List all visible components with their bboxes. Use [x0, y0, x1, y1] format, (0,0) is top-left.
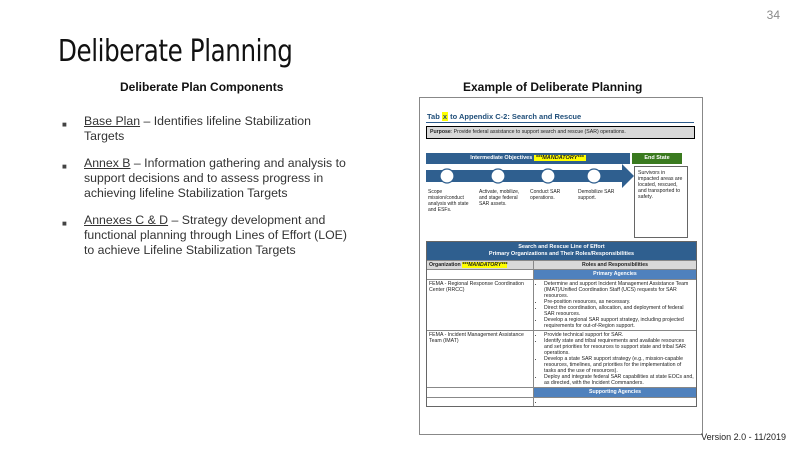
objective-step: Conduct SAR operations.	[530, 189, 561, 201]
purpose-box	[426, 126, 695, 139]
role-item	[544, 399, 694, 405]
table-subtitle-line: Primary Organizations and Their Roles/Responsibilities	[488, 251, 635, 257]
bullet-annex-b	[62, 156, 352, 201]
role-item: • Identify state and tribal requirements and available resources and set priorities for resources to support state and tribal SAR operations.	[544, 338, 694, 356]
bullet-text: – Identifies lifeline Stabilization Targets	[84, 114, 311, 143]
end-state-header: End State	[632, 153, 682, 164]
title-highlight: x	[442, 112, 448, 121]
organization-cell: FEMA - Regional Response Coordination Center (RRCC)	[427, 280, 534, 330]
blank-cell	[427, 270, 534, 279]
document-title	[427, 112, 581, 121]
blank-cell	[427, 388, 534, 397]
table-row	[427, 397, 696, 406]
table-header-row	[427, 260, 696, 269]
end-state-box: Survivors in impacted areas are located, rescued, and transported to safety.	[634, 166, 688, 238]
right-column-heading: Example of Deliberate Planning	[463, 80, 643, 94]
organization-cell	[427, 398, 534, 406]
square-bullet-icon: ■	[62, 162, 67, 171]
mandatory-tag: ***MANDATORY***	[535, 155, 584, 161]
bullet-text: – Information gathering and analysis to support decisions and to assess progress in achieving lifeline Stabilization Targets	[84, 156, 346, 200]
version-footer: Version 2.0 - 11/2019	[701, 432, 786, 442]
col-header-text: Organization	[429, 262, 463, 268]
page-number: 34	[766, 8, 780, 22]
organization-column-header	[427, 261, 534, 269]
primary-agencies-row	[427, 269, 696, 279]
objectives-label: Intermediate Objectives	[470, 155, 534, 161]
line-of-effort-table	[426, 241, 697, 407]
objective-step: Demobilize SAR support.	[578, 189, 615, 201]
mandatory-tag: ***MANDATORY***	[462, 262, 508, 268]
square-bullet-icon: ■	[62, 120, 67, 129]
title-divider	[426, 122, 694, 123]
bullet-term: Annex B	[84, 156, 131, 170]
role-item: • Develop a regional SAR support strategy, including projected requirements for out-of-Region support.	[544, 317, 694, 329]
bullet-text: – Strategy development and functional planning through Lines of Effort (LOE) to achieve Lifeline Stabilization Targets	[84, 213, 347, 257]
organization-cell: FEMA - Incident Management Assistance Team (IMAT)	[427, 331, 534, 387]
table-row	[427, 279, 696, 330]
roles-cell	[534, 398, 696, 406]
roles-cell	[534, 331, 696, 387]
square-bullet-icon: ■	[62, 219, 67, 228]
role-item: • Deploy and integrate federal SAR capabilities at state EOCs and, as directed, with the Incident Commanders.	[544, 374, 694, 386]
purpose-text: : Provide federal assistance to support search and rescue (SAR) operations.	[450, 129, 626, 135]
objective-step: Scope mission/conduct analysis with state and ESFs.	[428, 189, 469, 213]
intermediate-objectives-header	[426, 153, 630, 164]
bullet-base-plan	[62, 114, 352, 144]
title-suffix: to Appendix C-2: Search and Rescue	[448, 112, 582, 121]
title-prefix: Tab	[427, 112, 442, 121]
role-item: • Develop a state SAR support strategy (e.g., mission-capable resources, timelines, and priorities for the implementation of tasks and the use of resources).	[544, 356, 694, 374]
role-item: • Pre-position resources, as necessary.	[544, 299, 694, 305]
bullet-annexes-c-d	[62, 213, 352, 258]
role-item: • Determine and support Incident Management Assistance Team (IMAT)/Unified Coordination Staff (UCS) requests for SAR resources.	[544, 281, 694, 299]
purpose-label: Purpose	[430, 129, 451, 135]
primary-agencies-label: Primary Agencies	[534, 270, 696, 279]
objectives-arrow-icon	[426, 164, 636, 188]
bullet-term: Annexes C & D	[84, 213, 169, 227]
role-item: • Direct the coordination, allocation, and deployment of federal SAR resources.	[544, 305, 694, 317]
slide-title: Deliberate Planning	[58, 34, 293, 69]
components-bullet-list	[62, 114, 352, 270]
deliberate-plan-document-image	[419, 97, 703, 435]
objective-step: Activate, mobilize, and stage federal SAR assets.	[479, 189, 520, 207]
table-title	[427, 242, 696, 260]
supporting-agencies-row	[427, 387, 696, 397]
table-row	[427, 330, 696, 387]
supporting-agencies-label: Supporting Agencies	[534, 388, 696, 397]
bullet-term: Base Plan	[84, 114, 141, 128]
roles-cell	[534, 280, 696, 330]
left-column-heading: Deliberate Plan Components	[120, 80, 284, 94]
role-item: • Provide technical support for SAR.	[544, 332, 694, 338]
roles-column-header: Roles and Responsibilities	[581, 262, 648, 268]
table-title-line: Search and Rescue Line of Effort	[518, 244, 605, 250]
